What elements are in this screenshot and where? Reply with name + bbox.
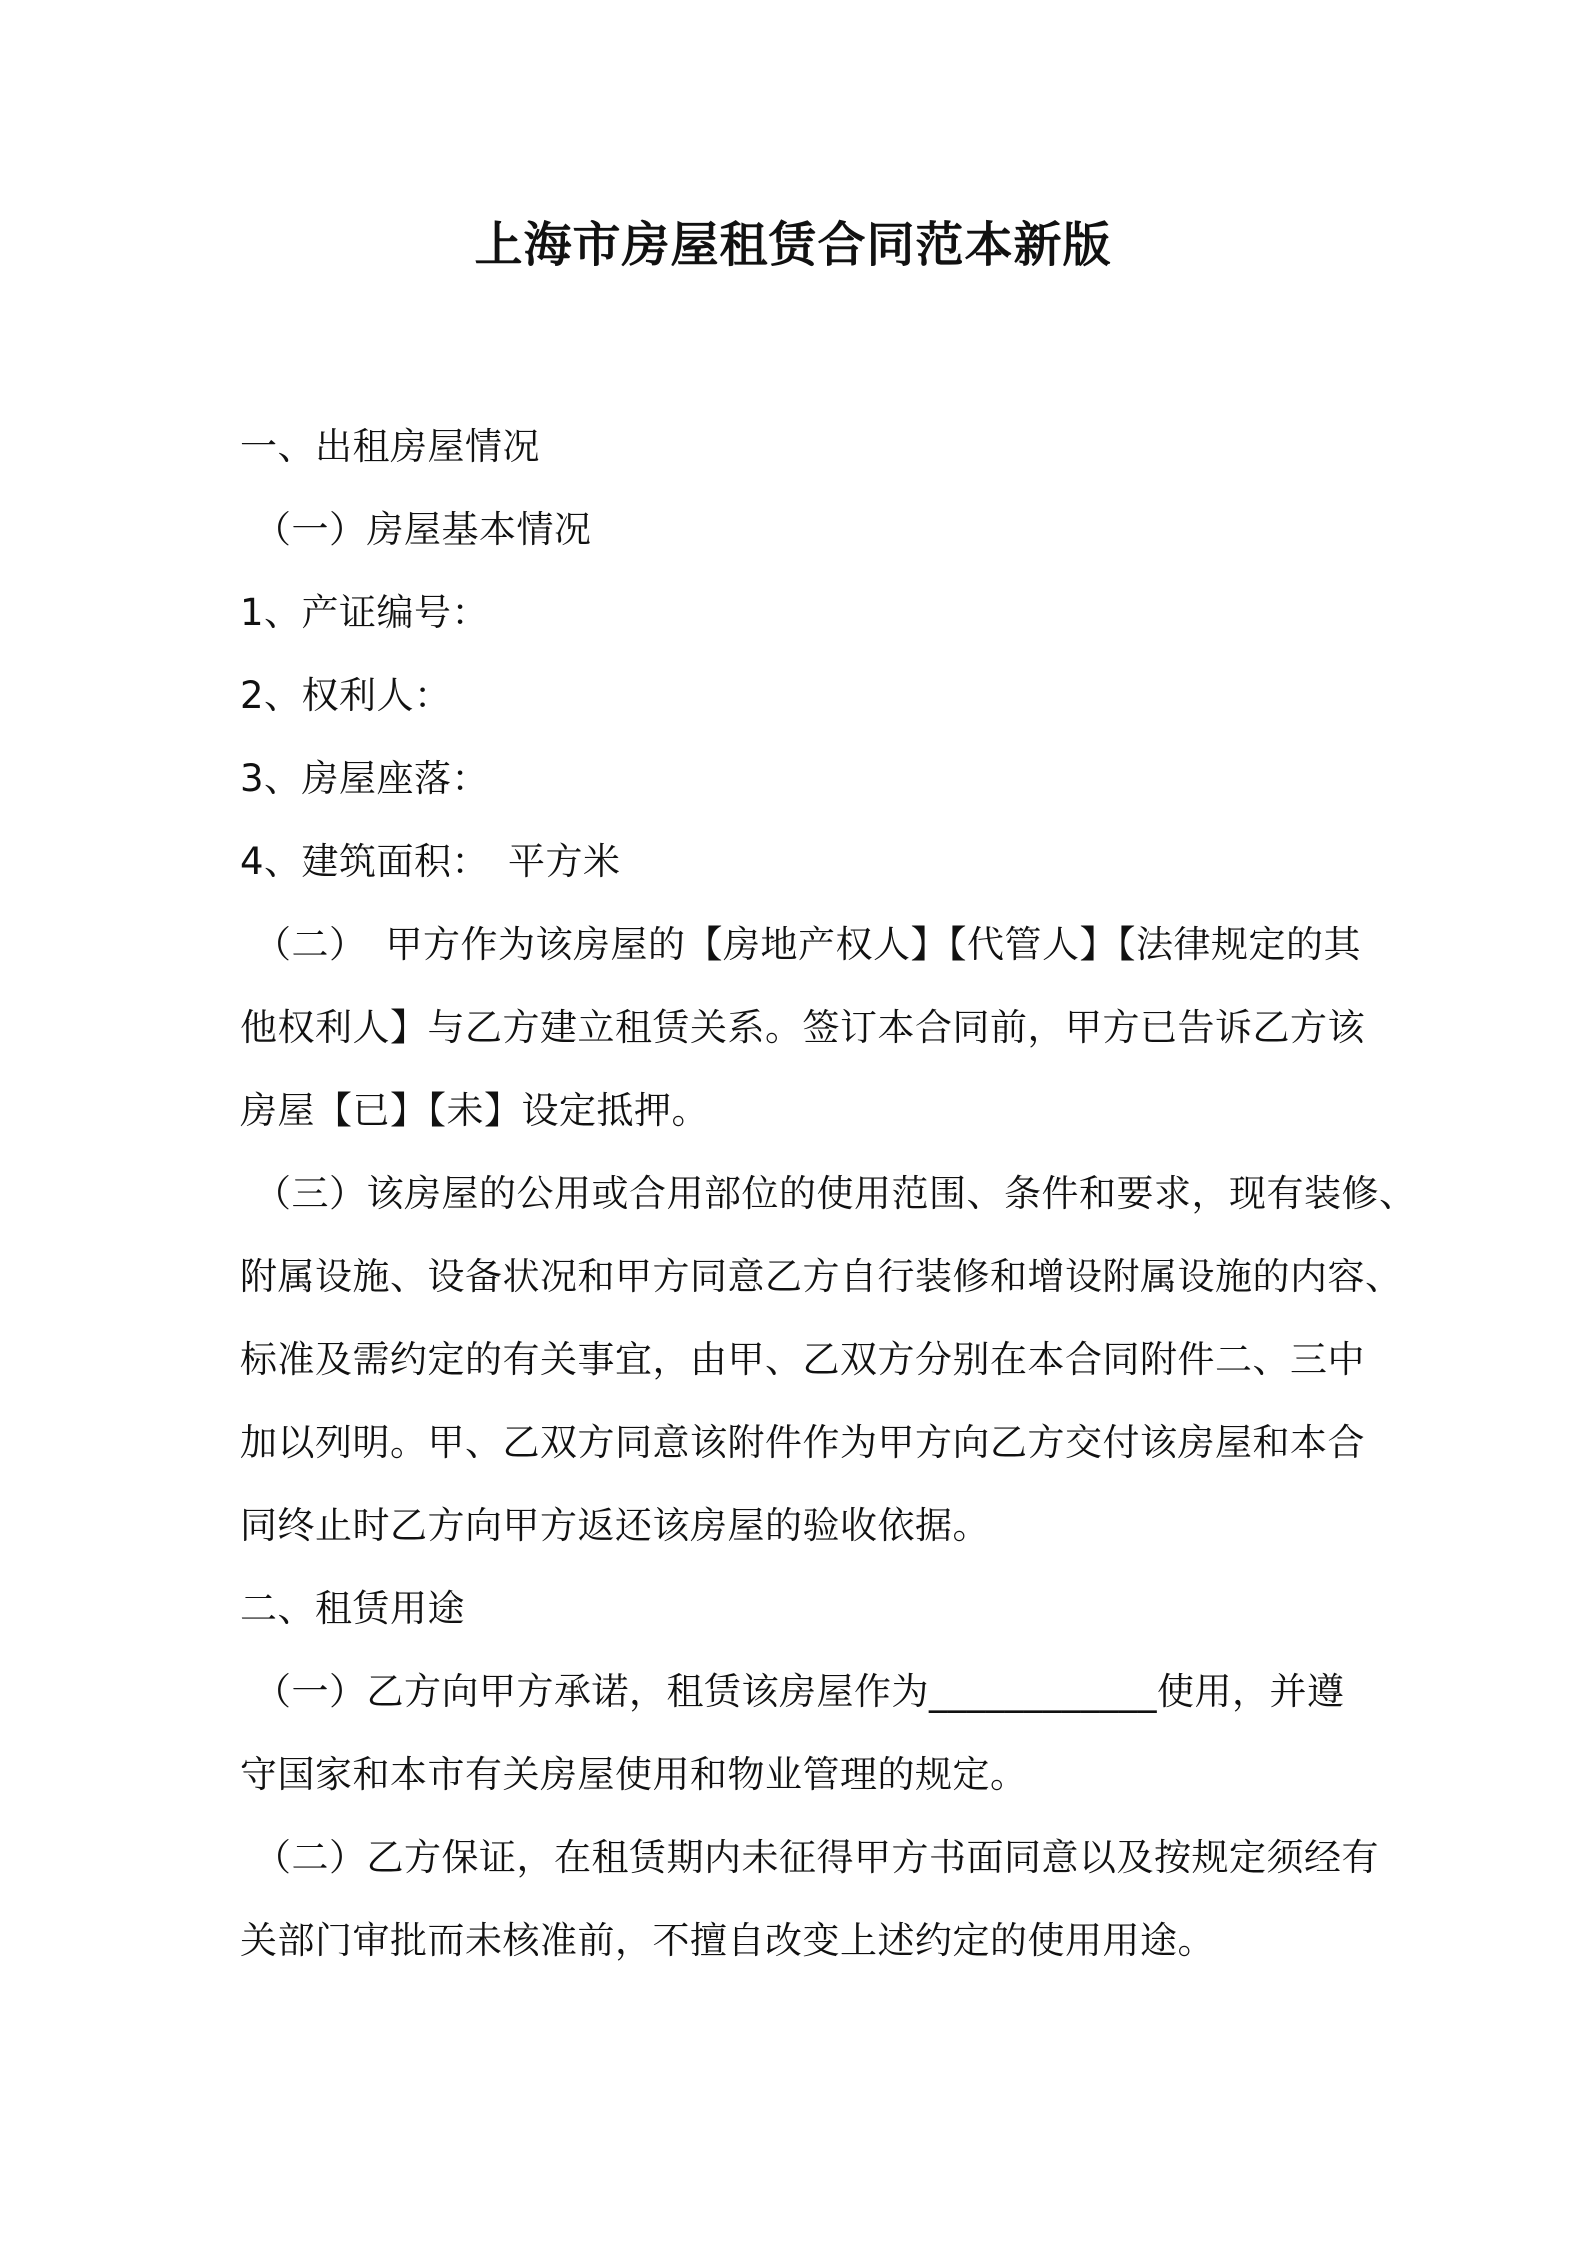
field-building-area: 4、建筑面积： 平方米 bbox=[240, 840, 621, 883]
paragraph-1-2-line-3: 房屋【已】【未】设定抵押。 bbox=[240, 1089, 709, 1132]
section-heading-1: 一、出租房屋情况 bbox=[240, 425, 540, 468]
document-title: 上海市房屋租赁合同范本新版 bbox=[474, 217, 1112, 273]
paragraph-1-3-line-2: 附属设施、设备状况和甲方同意乙方自行装修和增设附属设施的内容、 bbox=[240, 1255, 1403, 1298]
field-right-holder: 2、权利人： bbox=[240, 674, 452, 717]
paragraph-1-3-line-1: （三）该房屋的公用或合用部位的使用范围、条件和要求，现有装修、 bbox=[254, 1172, 1417, 1215]
document-body bbox=[240, 405, 1417, 1982]
paragraph-2-2-line-1: （二）乙方保证，在租赁期内未征得甲方书面同意以及按规定须经有 bbox=[254, 1836, 1379, 1879]
field-certificate-number: 1、产证编号： bbox=[240, 591, 490, 634]
paragraph-1-3-line-5: 同终止时乙方向甲方返还该房屋的验收依据。 bbox=[240, 1504, 990, 1547]
paragraph-1-3-line-3: 标准及需约定的有关事宜，由甲、乙双方分别在本合同附件二、三中 bbox=[240, 1338, 1365, 1381]
paragraph-2-1-line-1: （一）乙方向甲方承诺，租赁该房屋作为____________使用，并遵 bbox=[254, 1670, 1345, 1713]
subsection-heading-1-1: （一）房屋基本情况 bbox=[254, 508, 592, 551]
field-house-location: 3、房屋座落： bbox=[240, 757, 490, 800]
paragraph-2-2-line-2: 关部门审批而未核准前，不擅自改变上述约定的使用用途。 bbox=[240, 1919, 1215, 1962]
paragraph-1-3-line-4: 加以列明。甲、乙双方同意该附件作为甲方向乙方交付该房屋和本合 bbox=[240, 1421, 1365, 1464]
paragraph-2-1-line-2: 守国家和本市有关房屋使用和物业管理的规定。 bbox=[240, 1753, 1028, 1796]
paragraph-1-2-line-1: （二） 甲方作为该房屋的【房地产权人】【代管人】【法律规定的其 bbox=[254, 923, 1361, 966]
paragraph-1-2-line-2: 他权利人】与乙方建立租赁关系。签订本合同前，甲方已告诉乙方该 bbox=[240, 1006, 1365, 1049]
section-heading-2: 二、租赁用途 bbox=[240, 1587, 465, 1630]
